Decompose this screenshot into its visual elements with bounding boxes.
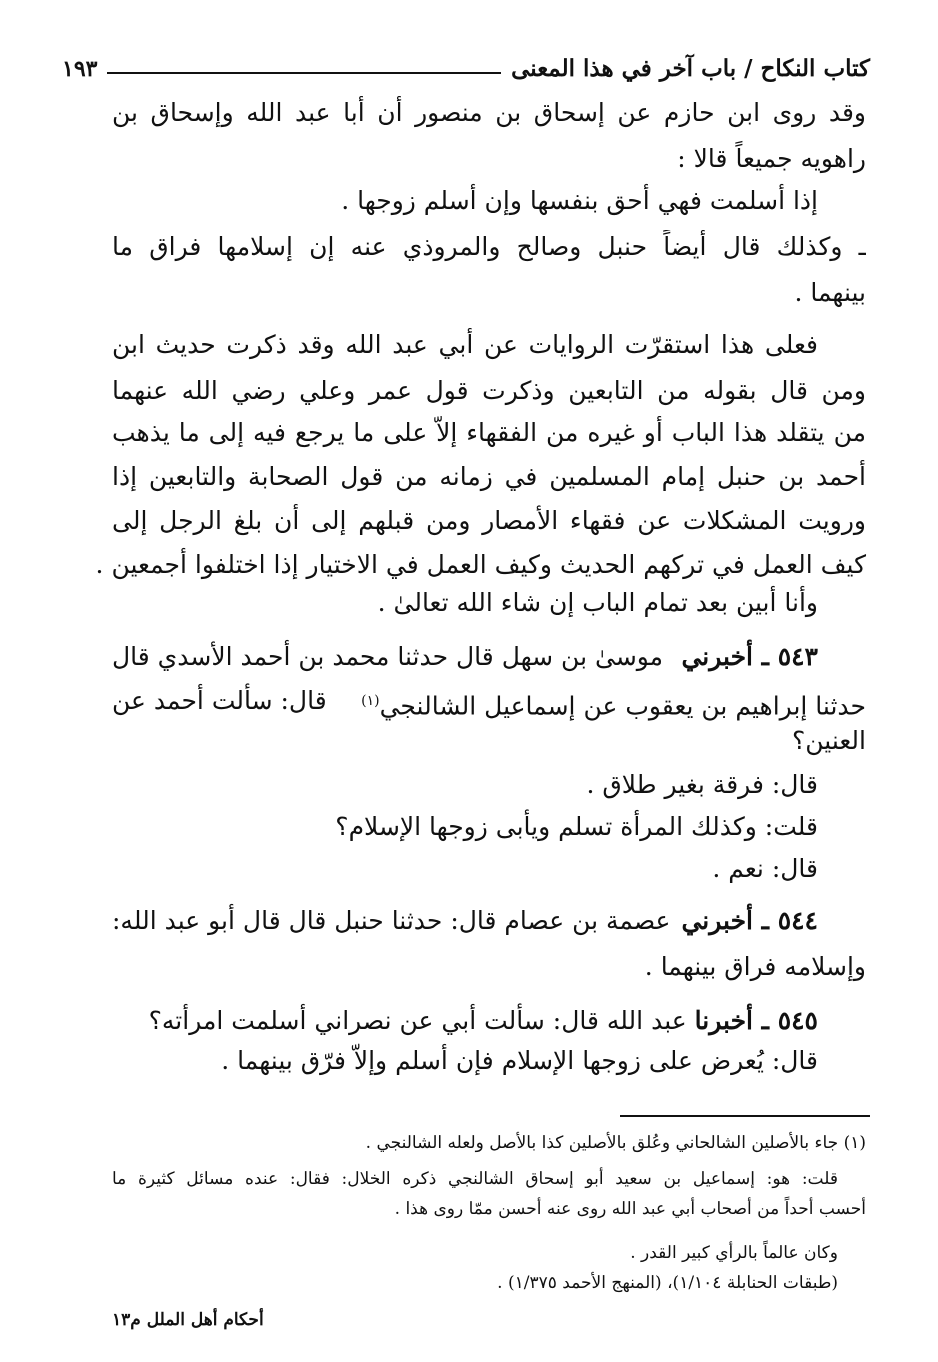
paragraph-line: ورويت المشكلات عن فقهاء الأمصار ومن قبلهم إلى أن بلغ الرجل إلى — [112, 506, 866, 535]
narration-545-line — [149, 1004, 818, 1038]
narration-number: ٥٤٣ ـ أخبرني — [681, 642, 818, 671]
narration-text: عبد الله قال: سألت أبي عن نصراني أسلمت امرأته؟ — [148, 1006, 687, 1035]
paragraph-line: ـ وكذلك قال أيضاً حنبل وصالح والمروذي عنه إن إسلامها فراق ما — [112, 232, 866, 261]
narration-text: موسىٰ بن سهل قال حدثنا محمد بن أحمد الأسدي قال — [112, 642, 664, 671]
header-title: كتاب النكاح / باب آخر في هذا المعنى — [511, 55, 870, 82]
narration-number: ٥٤٥ ـ أخبرنا — [694, 1006, 818, 1035]
narration-text-part: حدثنا إبراهيم بن يعقوب عن إسماعيل الشالنجي — [379, 691, 866, 721]
quote-line: إذا أسلمت فهي أحق بنفسها وإن أسلم زوجها . — [341, 186, 818, 215]
dialogue-line: قال: يُعرض على زوجها الإسلام فإن أسلم وإلاّ فرّق بينهما . — [221, 1046, 818, 1075]
footnote-line: (طبقات الحنابلة ١/١٠٤)، (المنهج الأحمد ١/٣٧٥) . — [497, 1273, 838, 1293]
narration-number: ٥٤٤ ـ أخبرني — [681, 906, 818, 935]
footnote-line: (١) جاء بالأصلين الشالحاني وعُلق بالأصلين كذا بالأصل ولعله الشالنجي . — [365, 1133, 866, 1153]
narration-544-line: وإسلامه فراق بينهما . — [644, 952, 866, 981]
page-number: ١٩٣ — [62, 56, 98, 82]
dialogue-line: قلت: وكذلك المرأة تسلم ويأبى زوجها الإسلام؟ — [335, 812, 818, 841]
dialogue-line: قال: فرقة بغير طلاق . — [586, 770, 818, 799]
running-header — [62, 42, 870, 82]
footnote-separator — [620, 1115, 870, 1117]
paragraph-line: وقد روى ابن حازم عن إسحاق بن منصور أن أبا عبد الله وإسحاق بن — [112, 98, 866, 127]
narration-text-part: قال: سألت أحمد عن — [112, 686, 327, 715]
footnote-line: قلت: هو: إسماعيل بن سعيد أبو إسحاق الشالنجي ذكره الخلال: فقال: عنده مسائل كثيرة ما — [112, 1169, 838, 1189]
paragraph-line: وأنا أبين بعد تمام الباب إن شاء الله تعالىٰ . — [377, 588, 818, 617]
narration-text: عصمة بن عصام قال: حدثنا حنبل قال قال أبو عبد الله: — [112, 906, 671, 935]
paragraph-line: بينهما . — [794, 278, 866, 307]
narration-543-line: العنين؟ — [791, 726, 866, 755]
signature-mark: أحكام أهل الملل م١٣ — [112, 1310, 264, 1330]
paragraph-line: ومن قال بقوله من التابعين وذكرت قول عمر وعلي رضي الله عنهما — [112, 376, 866, 405]
narration-544-line — [112, 904, 818, 938]
paragraph-line: كيف العمل في تركهم الحديث وكيف العمل في الاختيار إذا اختلفوا أجمعين . — [95, 550, 866, 579]
narration-543-line — [112, 684, 866, 723]
paragraph-line: أحمد بن حنبل إمام المسلمين في زمانه من قول الصحابة والتابعين إذا — [112, 462, 866, 491]
paragraph-line: فعلى هذا استقرّت الروايات عن أبي عبد الله وقد ذكرت حديث ابن — [112, 330, 818, 359]
paragraph-line: راهويه جميعاً قالا : — [677, 144, 866, 173]
narration-text — [361, 684, 866, 723]
footnote-line: أحسب أحداً من أصحاب أبي عبد الله روى عنه أحسن ممّا روى هذا . — [394, 1199, 866, 1219]
paragraph-line: من يتقلد هذا الباب أو غيره من الفقهاء إلاّ على ما يرجع فيه إلى ما يذهب — [112, 418, 866, 447]
dialogue-line: قال: نعم . — [712, 854, 818, 883]
header-rule — [107, 72, 501, 74]
footnote-reference: (١) — [361, 693, 380, 709]
narration-543-line — [112, 640, 818, 674]
footnote-line: وكان عالماً بالرأي كبير القدر . — [630, 1243, 838, 1263]
